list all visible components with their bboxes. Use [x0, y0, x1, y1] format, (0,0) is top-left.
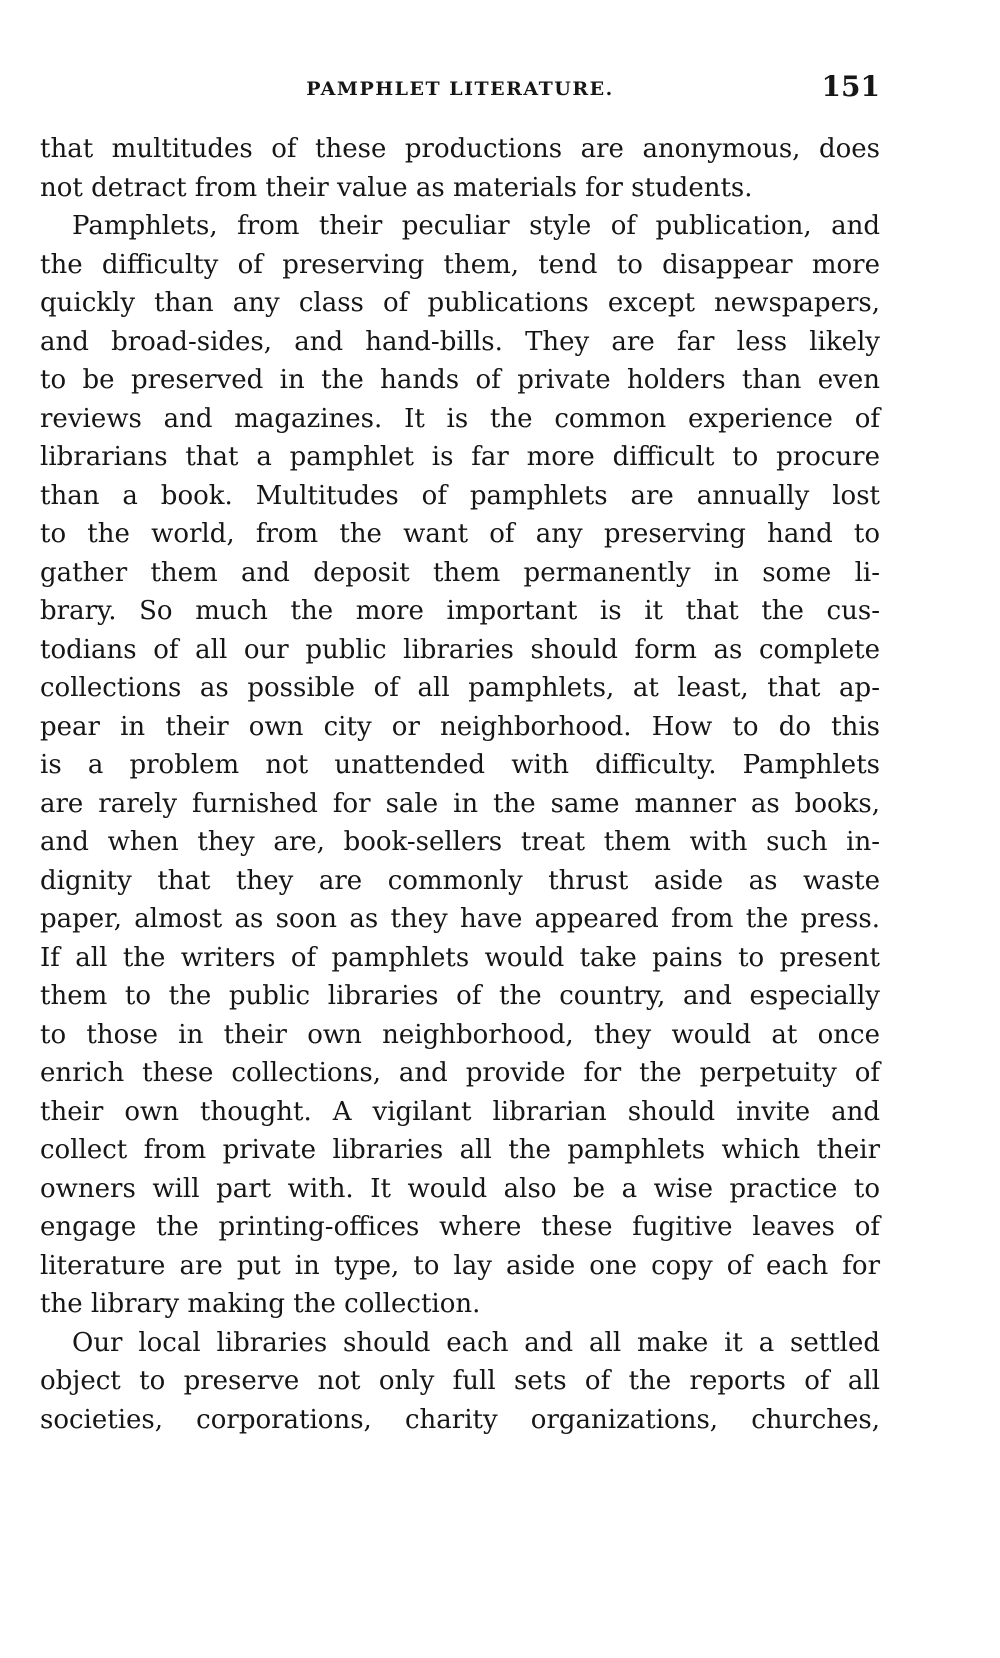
text-line: enrich these collections, and provide for the perpetuity of	[40, 1058, 880, 1088]
text-line: quickly than any class of publications except newspapers,	[40, 288, 880, 318]
text-line: owners will part with. It would also be a wise practice to	[40, 1173, 880, 1204]
running-head	[40, 70, 880, 110]
text-line: are rarely furnished for sale in the same manner as books,	[40, 788, 880, 819]
text-line: the library making the collection.	[40, 1289, 481, 1319]
text-line: the difficulty of preserving them, tend to disappear more	[40, 249, 880, 280]
text-line: not detract from their value as materials for students.	[40, 172, 753, 203]
text-line: collect from private libraries all the pamphlets which their	[40, 1135, 880, 1165]
text-line: brary. So much the more important is it that the cus-	[40, 596, 880, 626]
text-line: librarians that a pamphlet is far more difficult to procure	[40, 442, 880, 472]
text-line: their own thought. A vigilant librarian should invite and	[40, 1096, 880, 1127]
text-line: collections as possible of all pamphlets, at least, that ap-	[40, 673, 880, 703]
text-line: to be preserved in the hands of private holders than even	[40, 365, 880, 395]
text-line: If all the writers of pamphlets would take pains to present	[40, 942, 880, 973]
text-line: engage the printing-offices where these fugitive leaves of	[40, 1212, 880, 1242]
text-line: and broad-sides, and hand-bills. They are far less likely	[40, 326, 880, 357]
text-line: societies, corporations, charity organizations, churches,	[40, 1404, 880, 1435]
text-line: todians of all our public libraries should form as complete	[40, 634, 880, 665]
text-line: object to preserve not only full sets of the reports of all	[40, 1366, 880, 1396]
text-line: literature are put in type, to lay aside one copy of each for	[40, 1250, 880, 1281]
text-line: paper, almost as soon as they have appeared from the press.	[40, 904, 880, 934]
text-line: that multitudes of these productions are anonymous, does	[40, 134, 880, 164]
text-line: Pamphlets, from their peculiar style of publication, and	[72, 211, 880, 241]
text-line: them to the public libraries of the country, and especially	[40, 981, 880, 1011]
text-line: gather them and deposit them permanently in some li-	[40, 557, 880, 588]
page-number: 151	[821, 70, 880, 103]
body-text	[40, 130, 880, 1439]
text-line: is a problem not unattended with difficulty. Pamphlets	[40, 750, 880, 780]
text-line: to those in their own neighborhood, they would at once	[40, 1019, 880, 1050]
text-line: Our local libraries should each and all make it a settled	[72, 1327, 880, 1358]
text-line: and when they are, book-sellers treat them with such in-	[40, 827, 880, 857]
text-line: pear in their own city or neighborhood. How to do this	[40, 711, 880, 742]
running-title: PAMPHLET LITERATURE.	[306, 78, 614, 100]
text-line: dignity that they are commonly thrust aside as waste	[40, 865, 880, 896]
text-line: than a book. Multitudes of pamphlets are annually lost	[40, 480, 880, 511]
text-line: to the world, from the want of any preserving hand to	[40, 519, 880, 549]
text-line: reviews and magazines. It is the common experience of	[40, 403, 880, 434]
